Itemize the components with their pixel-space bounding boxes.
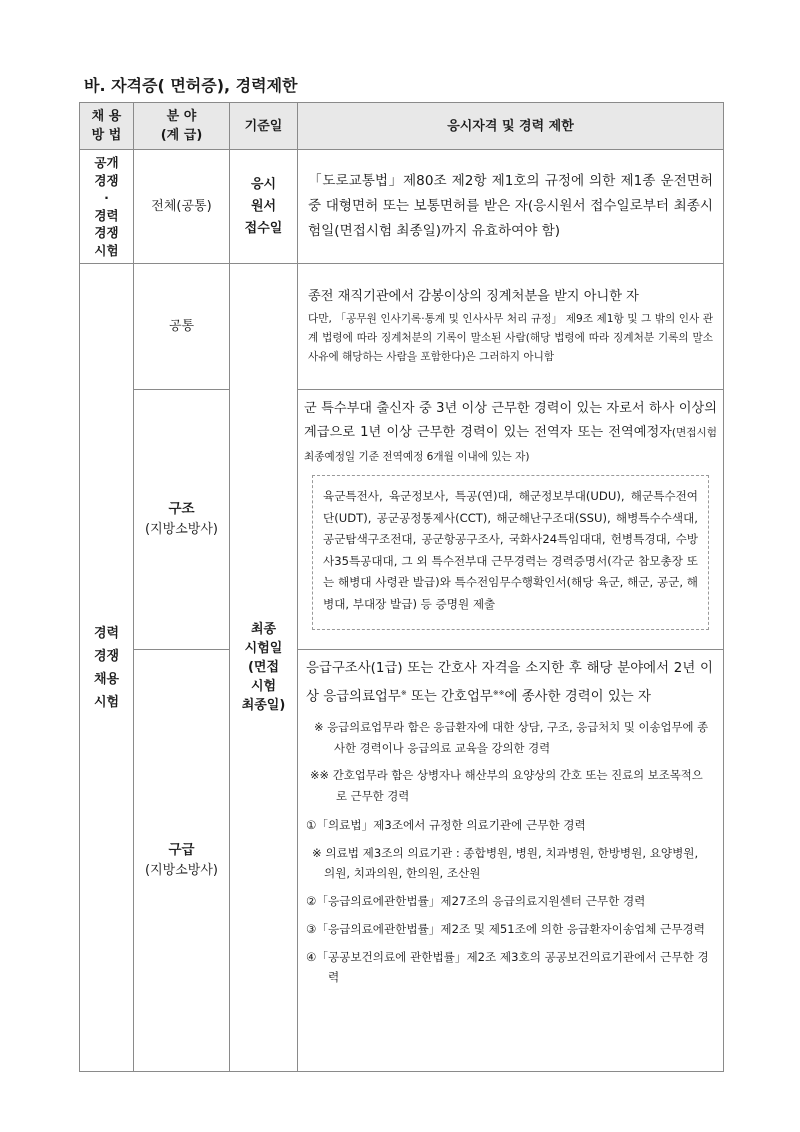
special-forces-box: 육군특전사, 육군정보사, 특공(연)대, 해군정보부대(UDU), 해군특수전여단(UDT), 공군공정통제사(CCT), 해군해난구조대(SSU), 해병특수수색대, 공군탐색구조전대, 공군항공구조사, 국화사24특임대대, 헌병특경대, 수방사35특공대대, 그 외 특수전부대 근무경력는 경력증명서(각군 참모총장 또는 해병대 사령관 발급)와 특수전임무수행확인서(해당 육군, 해군, 공군, 해병대, 부대장 발급) 등 증명원 제출 — [312, 475, 709, 630]
ems-main-text: 응급구조사(1급) 또는 간호사 자격을 소지한 후 해당 분야에서 2년 이상 응급의료업무※ 또는 간호업무※※에 종사한 경력이 있는 자 — [306, 661, 713, 705]
field-common: 공통 — [134, 264, 230, 390]
qualification-table — [79, 102, 724, 1072]
ems-note-2: ※※ 간호업무라 함은 상병자나 해산부의 요양상의 간호 또는 진료의 보조목적으로 근무한 경력 — [310, 768, 703, 804]
ems-item-1-note: ※ 의료법 제3조의 의료기관 : 종합병원, 병원, 치과병원, 한방병원, 요양병원, 의원, 치과의원, 한의원, 조산원 — [312, 846, 699, 881]
header-field: 분 야 (계 급) — [134, 103, 230, 150]
method-open-career: 공개 경쟁 · 경력 경쟁 시험 — [80, 150, 134, 264]
section-title: 바. 자격증( 면허증), 경력제한 — [84, 76, 298, 95]
table-row-license — [80, 150, 724, 264]
method-career: 경력 경쟁 채용 시험 — [80, 264, 134, 1072]
rescue-requirement — [298, 390, 724, 650]
field-rescue: 구조 (지방소방사) — [134, 390, 230, 650]
discipline-text: 종전 재직기관에서 감봉이상의 징계처분을 받지 아니한 자 — [308, 289, 639, 304]
ems-item-4: ④「공공보건의료에 관한법률」제2조 제3호의 공공보건의료기관에서 근무한 경력 — [306, 950, 709, 985]
basis-application-date: 응시 원서 접수일 — [230, 150, 298, 264]
common-requirement — [298, 264, 724, 390]
table-row-rescue — [80, 390, 724, 650]
ems-note-1: ※ 응급의료업무라 함은 응급환자에 대한 상담, 구조, 응급처치 및 이송업무에 종사한 경력이나 응급의료 교육을 강의한 경력 — [314, 720, 709, 756]
ems-item-1: ①「의료법」제3조에서 규정한 의료기관에 근무한 경력 — [306, 818, 586, 833]
table-header-row — [80, 103, 724, 150]
ems-item-3: ③「응급의료에관한법률」제2조 및 제51조에 의한 응급환자이송업체 근무경력 — [306, 922, 705, 937]
header-method: 채 용 방 법 — [80, 103, 134, 150]
field-all: 전체(공통) — [134, 150, 230, 264]
ems-item-2: ②「응급의료에관한법률」제27조의 응급의료지원센터 근무한 경력 — [306, 894, 646, 909]
header-basis-date: 기준일 — [230, 103, 298, 150]
license-text: 「도로교통법」제80조 제2항 제1호의 규정에 의한 제1종 운전면허 중 대형면허 또는 보통면허를 받은 자(응시원서 접수일로부터 최종시험일(면접시험 최종일)까지 유효하여야 함) — [308, 173, 713, 239]
table-row-ems — [80, 650, 724, 1072]
military-text: 군 특수부대 출신자 중 3년 이상 근무한 경력이 있는 자로서 하사 이상의 계급으로 1년 이상 근무한 경력이 있는 전역자 또는 전역예정자(면접시험 최종예정일 기준 전역예정 6개월 이내에 있는 자) — [304, 401, 717, 463]
license-requirement — [298, 150, 724, 264]
header-qualification: 응시자격 및 경력 제한 — [298, 103, 724, 150]
discipline-detail: 다만, 「공무원 인사기록·통계 및 인사사무 처리 규정」 제9조 제1항 및 그 밖의 인사 관계 법령에 따라 징계처분의 기록이 말소된 사람(해당 법령에 따라 징계처분 기록의 말소 사유에 해당하는 사람을 포함한다)은 그러하지 아니함 — [308, 313, 713, 363]
ems-requirement — [298, 650, 724, 1072]
basis-final-exam-date: 최종 시험일 (면접 시험 최종일) — [230, 264, 298, 1072]
table-row-common — [80, 264, 724, 390]
field-ems: 구급 (지방소방사) — [134, 650, 230, 1072]
